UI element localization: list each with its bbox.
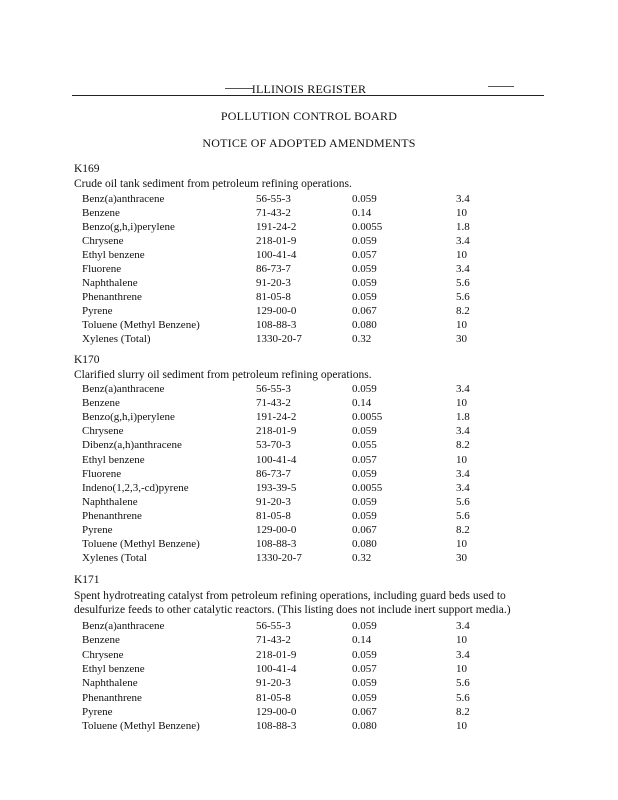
constituent-name: Pyrene <box>82 524 113 536</box>
cas-number: 218-01-9 <box>256 235 297 247</box>
constituent-name: Phenanthrene <box>82 509 142 522</box>
table-row <box>0 649 618 663</box>
wastewater-standard: 0.067 <box>352 524 377 536</box>
constituent-name: Chrysene <box>82 648 124 661</box>
constituent-name: Fluorene <box>82 263 122 275</box>
table-row <box>0 383 618 397</box>
nonwastewater-standard: 3.4 <box>456 193 470 205</box>
constituent-name: Indeno(1,2,3,-cd)pyrene <box>82 481 189 494</box>
cas-number: 91-20-3 <box>256 677 291 690</box>
nonwastewater-standard: 10 <box>456 249 467 261</box>
constituent-name: Pyrene <box>82 705 113 718</box>
wastewater-standard: 0.055 <box>352 439 377 452</box>
table-row <box>0 510 618 524</box>
nonwastewater-standard: 5.6 <box>456 677 470 690</box>
wastewater-standard: 0.059 <box>352 263 377 275</box>
wastewater-standard: 0.32 <box>352 552 372 565</box>
table-row <box>0 720 618 734</box>
table-row <box>0 333 618 347</box>
cas-number: 100-41-4 <box>256 453 297 466</box>
table-row <box>0 552 618 566</box>
table-row <box>0 439 618 453</box>
nonwastewater-standard: 3.4 <box>456 235 470 247</box>
nonwastewater-standard: 10 <box>456 538 467 551</box>
wastewater-standard: 0.14 <box>352 397 372 410</box>
wastewater-standard: 0.057 <box>352 249 377 261</box>
cas-number: 91-20-3 <box>256 495 291 508</box>
nonwastewater-standard: 30 <box>456 333 467 345</box>
table-row <box>0 620 618 634</box>
cas-number: 56-55-3 <box>256 383 291 395</box>
constituent-name: Benzene <box>82 397 120 410</box>
table-row <box>0 634 618 648</box>
table-row <box>0 291 618 305</box>
constituent-name: Benz(a)anthracene <box>82 193 165 205</box>
section-code: K170 <box>74 354 100 366</box>
nonwastewater-standard: 3.4 <box>456 481 470 494</box>
table-row <box>0 193 618 207</box>
wastewater-standard: 0.059 <box>352 620 377 632</box>
section-description: Crude oil tank sediment from petroleum refining operations. <box>74 178 352 190</box>
constituent-name: Ethyl benzene <box>82 662 145 675</box>
nonwastewater-standard: 10 <box>456 397 467 410</box>
cas-number: 71-43-2 <box>256 634 291 647</box>
table-row <box>0 207 618 221</box>
nonwastewater-standard: 5.6 <box>456 691 470 704</box>
table-row <box>0 397 618 411</box>
nonwastewater-standard: 1.8 <box>456 221 470 233</box>
nonwastewater-standard: 5.6 <box>456 509 470 522</box>
cas-number: 218-01-9 <box>256 648 297 661</box>
wastewater-standard: 0.059 <box>352 383 377 395</box>
table-row <box>0 677 618 691</box>
wastewater-standard: 0.059 <box>352 509 377 522</box>
table-row <box>0 277 618 291</box>
cas-number: 129-00-0 <box>256 305 297 317</box>
table-row <box>0 538 618 552</box>
cas-number: 81-05-8 <box>256 509 291 522</box>
nonwastewater-standard: 3.4 <box>456 425 470 438</box>
section-description: Clarified slurry oil sediment from petroleum refining operations. <box>74 369 372 381</box>
cas-number: 193-39-5 <box>256 481 297 494</box>
table-row <box>0 249 618 263</box>
nonwastewater-standard: 3.4 <box>456 263 470 275</box>
table-row <box>0 663 618 677</box>
table-row <box>0 305 618 319</box>
table-row <box>0 235 618 249</box>
wastewater-standard: 0.059 <box>352 691 377 704</box>
table-row <box>0 221 618 235</box>
table-row <box>0 319 618 333</box>
table-row <box>0 411 618 425</box>
cas-number: 81-05-8 <box>256 291 291 303</box>
wastewater-standard: 0.0055 <box>352 481 383 494</box>
nonwastewater-standard: 1.8 <box>456 411 470 424</box>
table-row <box>0 692 618 706</box>
constituent-name: Benzo(g,h,i)perylene <box>82 221 175 233</box>
constituent-name: Toluene (Methyl Benzene) <box>82 538 200 551</box>
cas-number: 53-70-3 <box>256 439 291 452</box>
nonwastewater-standard: 8.2 <box>456 439 470 452</box>
constituent-name: Chrysene <box>82 235 124 247</box>
cas-number: 1330-20-7 <box>256 333 302 345</box>
cas-number: 71-43-2 <box>256 207 291 219</box>
header-rule <box>72 95 544 96</box>
constituent-name: Fluorene <box>82 467 122 480</box>
wastewater-standard: 0.059 <box>352 495 377 508</box>
cas-number: 108-88-3 <box>256 720 297 733</box>
wastewater-standard: 0.067 <box>352 705 377 718</box>
nonwastewater-standard: 10 <box>456 319 467 331</box>
cas-number: 108-88-3 <box>256 319 297 331</box>
constituent-name: Toluene (Methyl Benzene) <box>82 319 200 331</box>
wastewater-standard: 0.059 <box>352 291 377 303</box>
constituent-name: Naphthalene <box>82 277 138 289</box>
cas-number: 129-00-0 <box>256 524 297 536</box>
cas-number: 100-41-4 <box>256 662 297 675</box>
agency-title: POLLUTION CONTROL BOARD <box>220 109 398 123</box>
cas-number: 1330-20-7 <box>256 552 302 565</box>
nonwastewater-standard: 8.2 <box>456 305 470 317</box>
nonwastewater-standard: 10 <box>456 634 467 647</box>
nonwastewater-standard: 30 <box>456 552 467 565</box>
wastewater-standard: 0.080 <box>352 319 377 331</box>
table-row <box>0 468 618 482</box>
section-code: K169 <box>74 163 100 175</box>
constituent-name: Xylenes (Total <box>82 552 147 565</box>
wastewater-standard: 0.059 <box>352 467 377 480</box>
constituent-name: Benz(a)anthracene <box>82 383 165 395</box>
constituent-name: Ethyl benzene <box>82 249 145 261</box>
nonwastewater-standard: 3.4 <box>456 620 470 632</box>
constituent-name: Naphthalene <box>82 495 138 508</box>
wastewater-standard: 0.059 <box>352 193 377 205</box>
section-description: Spent hydrotreating catalyst from petroleum refining operations, including guard beds used to <box>74 590 506 602</box>
nonwastewater-standard: 3.4 <box>456 383 470 395</box>
nonwastewater-standard: 10 <box>456 207 467 219</box>
nonwastewater-standard: 3.4 <box>456 467 470 480</box>
cas-number: 71-43-2 <box>256 397 291 410</box>
table-row <box>0 524 618 538</box>
cas-number: 91-20-3 <box>256 277 291 289</box>
wastewater-standard: 0.057 <box>352 453 377 466</box>
nonwastewater-standard: 5.6 <box>456 291 470 303</box>
table-row <box>0 482 618 496</box>
cas-number: 108-88-3 <box>256 538 297 551</box>
section-description: desulfurize feeds to other catalytic reactors. (This listing does not include inert support media.) <box>74 604 511 616</box>
cas-number: 191-24-2 <box>256 411 297 424</box>
cas-number: 129-00-0 <box>256 705 297 718</box>
constituent-name: Xylenes (Total) <box>82 333 151 345</box>
constituent-name: Phenanthrene <box>82 691 142 704</box>
table-row <box>0 425 618 439</box>
table-row <box>0 263 618 277</box>
wastewater-standard: 0.059 <box>352 235 377 247</box>
nonwastewater-standard: 3.4 <box>456 648 470 661</box>
wastewater-standard: 0.059 <box>352 677 377 690</box>
wastewater-standard: 0.14 <box>352 207 372 219</box>
notice-title: NOTICE OF ADOPTED AMENDMENTS <box>202 136 416 150</box>
constituent-name: Toluene (Methyl Benzene) <box>82 720 200 733</box>
constituent-name: Pyrene <box>82 305 113 317</box>
constituent-name: Phenanthrene <box>82 291 142 303</box>
wastewater-standard: 0.080 <box>352 538 377 551</box>
cas-number: 218-01-9 <box>256 425 297 438</box>
nonwastewater-standard: 8.2 <box>456 705 470 718</box>
nonwastewater-standard: 10 <box>456 720 467 733</box>
wastewater-standard: 0.0055 <box>352 411 383 424</box>
cas-number: 56-55-3 <box>256 620 291 632</box>
cas-number: 86-73-7 <box>256 263 291 275</box>
nonwastewater-standard: 8.2 <box>456 524 470 536</box>
wastewater-standard: 0.059 <box>352 277 377 289</box>
register-title: ILLINOIS REGISTER <box>251 82 367 96</box>
wastewater-standard: 0.14 <box>352 634 372 647</box>
constituent-name: Benzene <box>82 207 120 219</box>
wastewater-standard: 0.059 <box>352 648 377 661</box>
constituent-name: Benz(a)anthracene <box>82 620 165 632</box>
wastewater-standard: 0.32 <box>352 333 372 345</box>
constituent-name: Benzo(g,h,i)perylene <box>82 411 175 424</box>
cas-number: 191-24-2 <box>256 221 297 233</box>
wastewater-standard: 0.0055 <box>352 221 383 233</box>
constituent-name: Benzene <box>82 634 120 647</box>
wastewater-standard: 0.067 <box>352 305 377 317</box>
wastewater-standard: 0.059 <box>352 425 377 438</box>
cas-number: 100-41-4 <box>256 249 297 261</box>
constituent-name: Dibenz(a,h)anthracene <box>82 439 182 452</box>
constituent-name: Ethyl benzene <box>82 453 145 466</box>
nonwastewater-standard: 10 <box>456 662 467 675</box>
cas-number: 81-05-8 <box>256 691 291 704</box>
table-row <box>0 454 618 468</box>
nonwastewater-standard: 10 <box>456 453 467 466</box>
table-row <box>0 706 618 720</box>
constituent-name: Naphthalene <box>82 677 138 690</box>
nonwastewater-standard: 5.6 <box>456 495 470 508</box>
cas-number: 86-73-7 <box>256 467 291 480</box>
nonwastewater-standard: 5.6 <box>456 277 470 289</box>
table-row <box>0 496 618 510</box>
wastewater-standard: 0.057 <box>352 662 377 675</box>
wastewater-standard: 0.080 <box>352 720 377 733</box>
section-code: K171 <box>74 574 100 586</box>
cas-number: 56-55-3 <box>256 193 291 205</box>
constituent-name: Chrysene <box>82 425 124 438</box>
